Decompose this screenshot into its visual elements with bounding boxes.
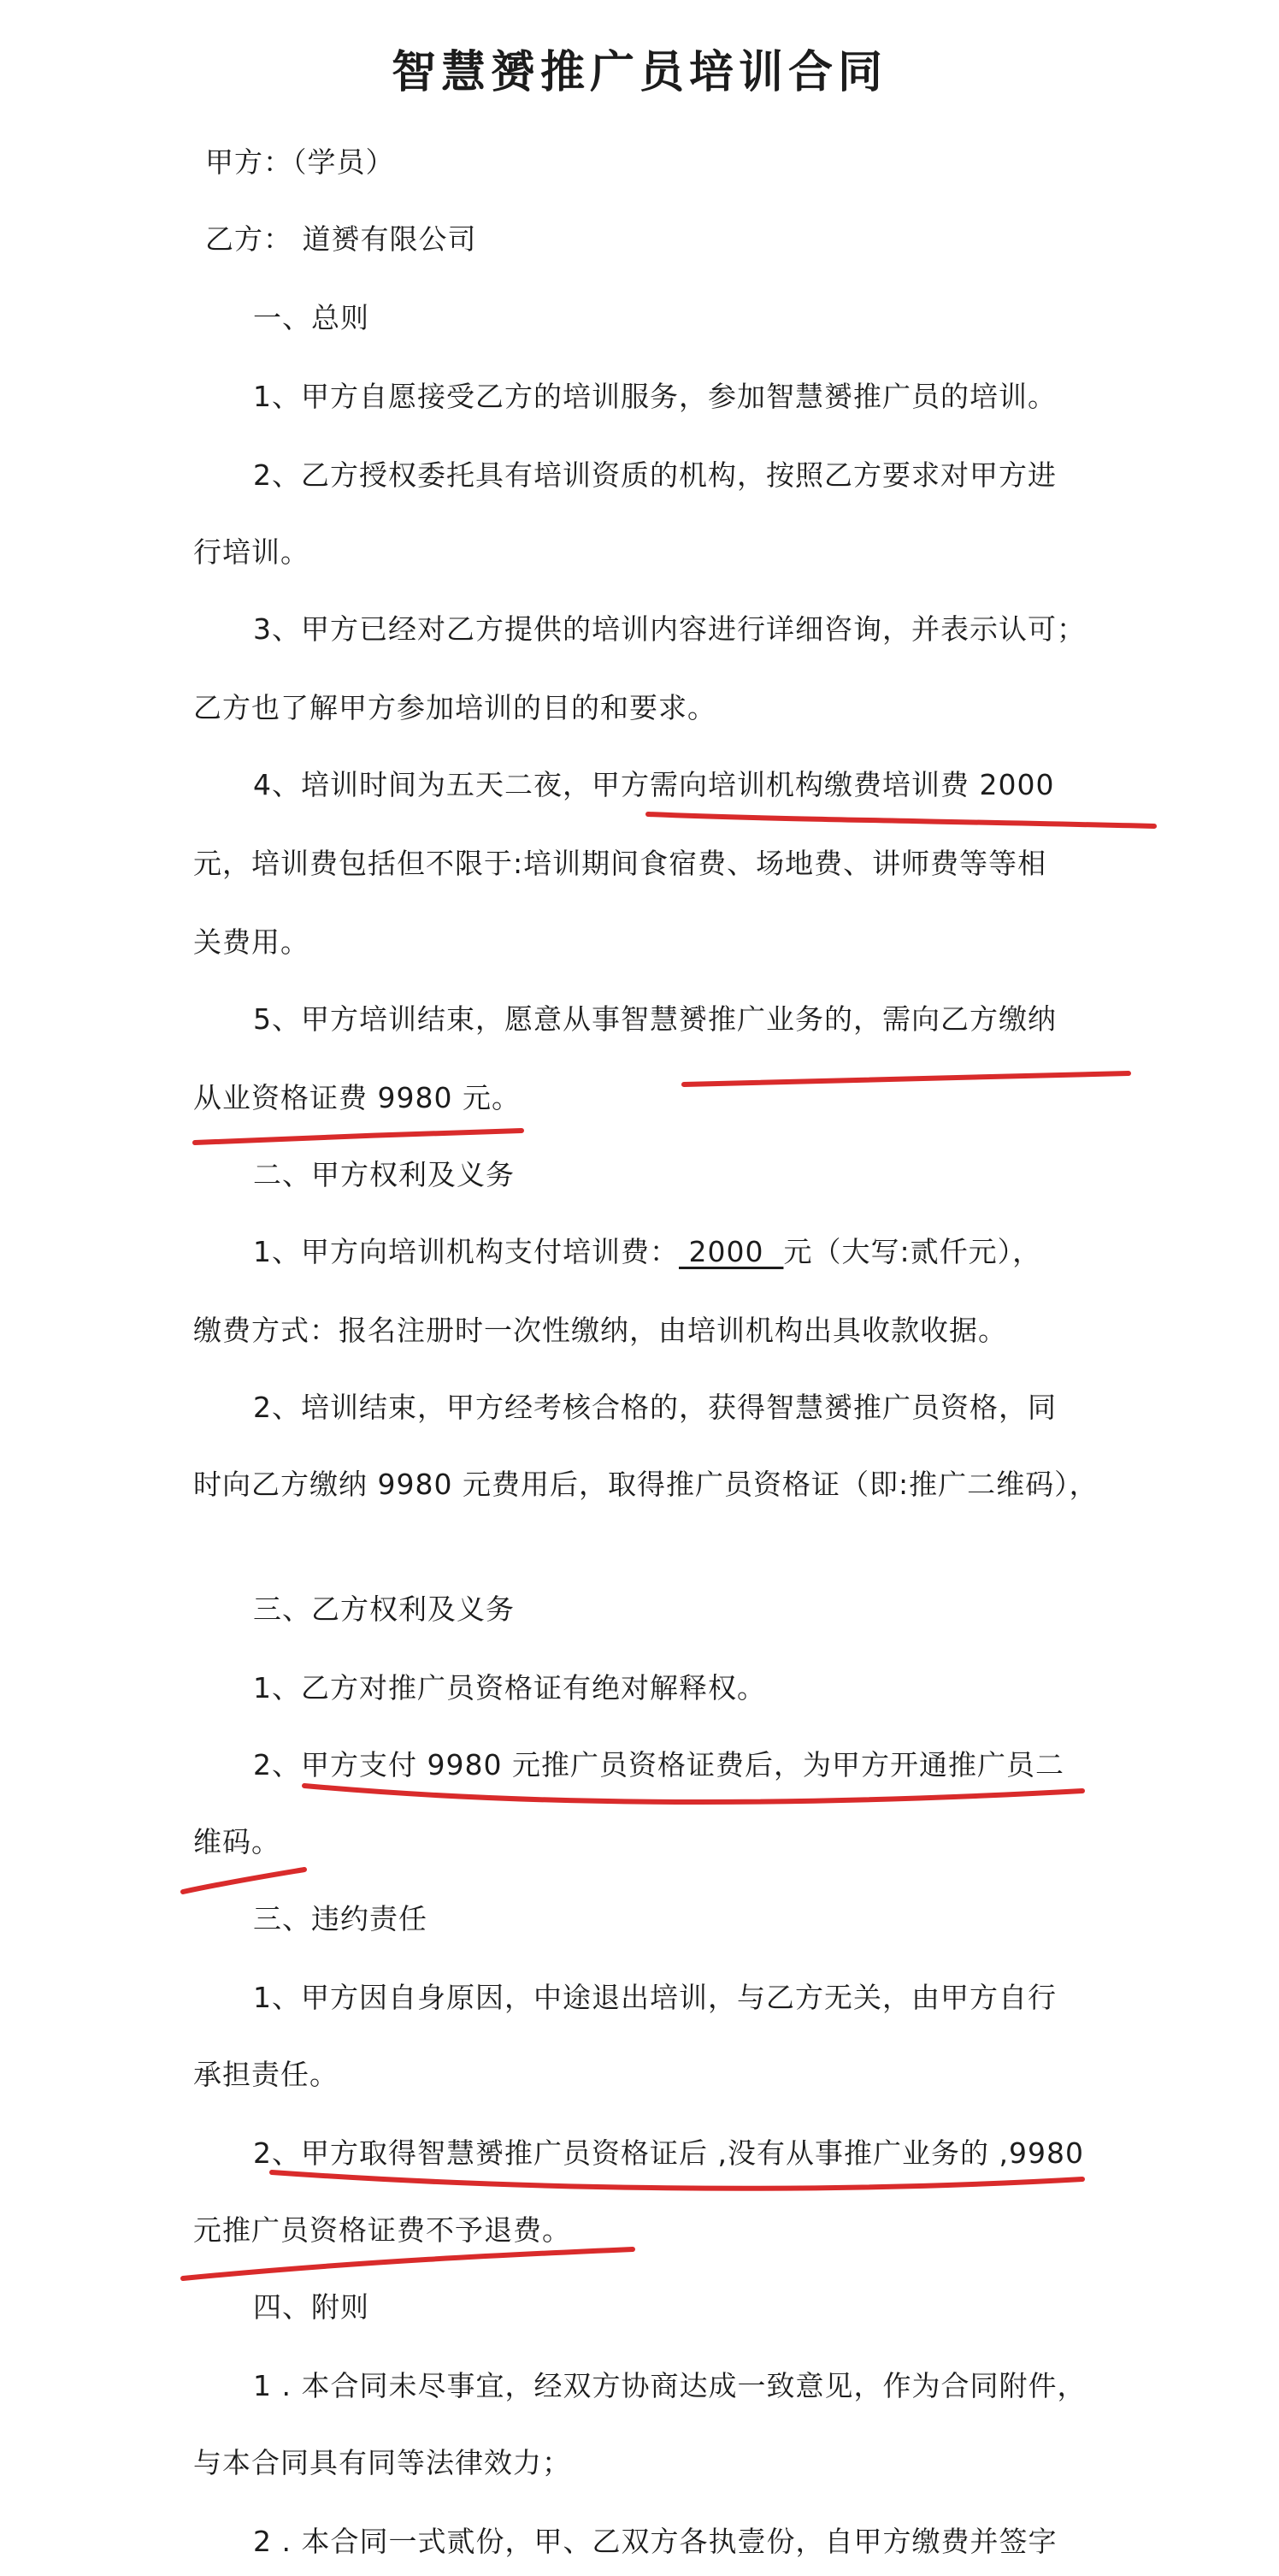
red-underline-training-fee: [648, 814, 1154, 826]
red-underline-qr-fee-line-a: [304, 1786, 1082, 1802]
red-underline-qr-fee-line-b: [183, 1870, 304, 1892]
clause-4-2-line-a: 2、甲方取得智慧赟推广员资格证后 ,没有从事推广业务的 ,9980: [253, 2136, 1084, 2170]
clause-1-4-line-b: 元，培训费包括但不限于:培训期间食宿费、场地费、讲师费等等相: [193, 847, 1047, 880]
clause-3-2-line-b: 维码。: [193, 1825, 280, 1858]
clause-1-5-line-b: 从业资格证费 9980 元。: [193, 1081, 521, 1114]
clause-1-4-line-a: 4、培训时间为五天二夜，甲方需向培训机构缴费培训费 2000: [253, 768, 1055, 801]
section-party-b-heading: 三、乙方权利及义务: [253, 1592, 515, 1626]
clause-3-2-line-a: 2、甲方支付 9980 元推广员资格证费后，为甲方开通推广员二: [253, 1748, 1064, 1781]
section-breach-heading: 三、违约责任: [253, 1902, 427, 1935]
clause-3-1: 1、乙方对推广员资格证有绝对解释权。: [253, 1671, 766, 1705]
clause-1-2-line-a: 2、乙方授权委托具有培训资质的机构，按照乙方要求对甲方进: [253, 458, 1057, 492]
clause-2-1-suffix: 元（大写:贰仟元），: [783, 1235, 1042, 1268]
red-underline-refund-line-b: [183, 2249, 633, 2278]
clause-4-1-line-a: 1、甲方因自身原因，中途退出培训，与乙方无关，由甲方自行: [253, 1981, 1057, 2014]
section-general-heading: 一、总则: [253, 301, 369, 334]
party-a-line: 甲方：（学员）: [205, 145, 395, 179]
clause-1-4-line-c: 关费用。: [193, 925, 309, 959]
clause-5-1-line-a: 1 . 本合同未尽事宜，经双方协商达成一致意见，作为合同附件，: [253, 2369, 1087, 2402]
clause-5-1-line-b: 与本合同具有同等法律效力；: [193, 2446, 571, 2479]
clause-5-2-line-a: 2 . 本合同一式贰份，甲、乙双方各执壹份，自甲方缴费并签字: [253, 2525, 1058, 2558]
red-underline-fee-line-a: [684, 1073, 1129, 1084]
party-b-line: 乙方： 道赟有限公司: [205, 222, 477, 256]
section-party-a-heading: 二、甲方权利及义务: [253, 1158, 515, 1191]
clause-1-1: 1、甲方自愿接受乙方的培训服务，参加智慧赟推广员的培训。: [253, 380, 1057, 413]
contract-title: 智慧赟推广员培训合同: [391, 47, 887, 98]
section-appendix-heading: 四、附则: [253, 2290, 369, 2324]
clause-2-2-line-a: 2、培训结束，甲方经考核合格的，获得智慧赟推广员资格，同: [253, 1391, 1057, 1424]
clause-4-1-line-b: 承担责任。: [193, 2058, 339, 2091]
clause-4-2-line-b: 元推广员资格证费不予退费。: [193, 2213, 571, 2247]
clause-2-1-prefix: 1、甲方向培训机构支付培训费：: [253, 1235, 679, 1268]
red-underline-refund-line-a: [272, 2172, 1082, 2189]
red-underline-fee-line-b: [195, 1131, 522, 1143]
clause-2-2-line-b: 时向乙方缴纳 9980 元费用后，取得推广员资格证（即:推广二维码），: [193, 1468, 1099, 1501]
clause-1-2-line-b: 行培训。: [193, 535, 309, 569]
clause-1-3-line-a: 3、甲方已经对乙方提供的培训内容进行详细咨询，并表示认可；: [253, 612, 1086, 646]
clause-2-1-line-b: 缴费方式：报名注册时一次性缴纳，由培训机构出具收款收据。: [193, 1314, 1007, 1347]
fee-amount-blank: 2000: [679, 1235, 784, 1268]
clause-1-5-line-a: 5、甲方培训结束，愿意从事智慧赟推广业务的，需向乙方缴纳: [253, 1002, 1057, 1036]
clause-1-3-line-b: 乙方也了解甲方参加培训的目的和要求。: [193, 691, 716, 724]
